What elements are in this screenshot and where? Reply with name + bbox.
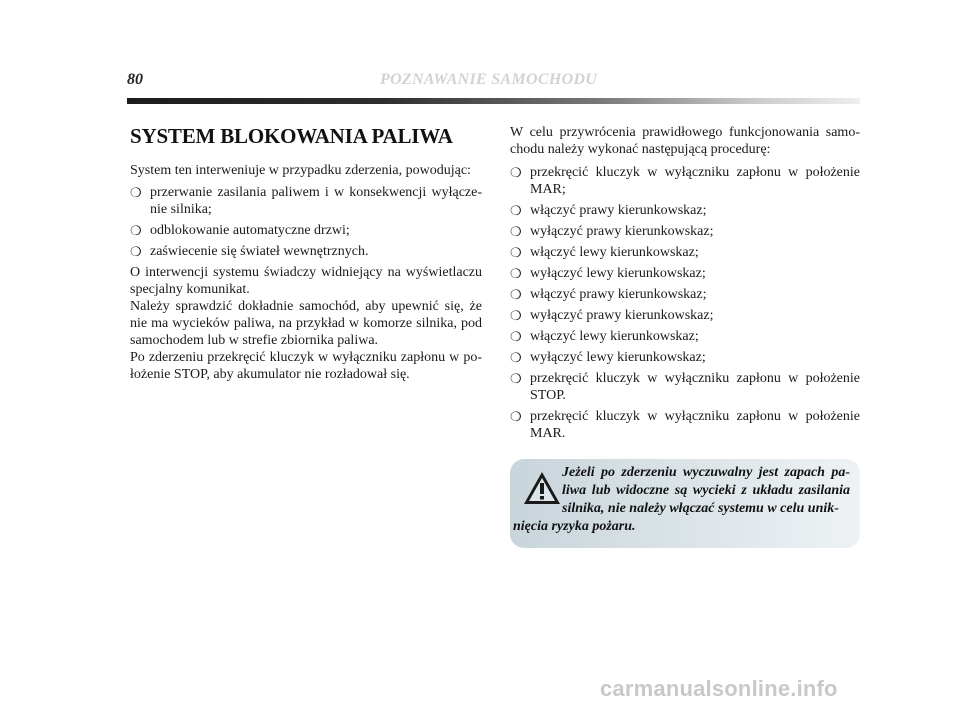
left-intro: System ten interweniuje w przypadku zderzenia, powodując: xyxy=(130,163,471,178)
list-item: ❍ odblokowanie automatyczne drzwi; xyxy=(130,223,350,238)
list-item: ❍ wyłączyć prawy kierunkowskaz; xyxy=(510,308,714,323)
right-column xyxy=(510,124,860,446)
warning-text-tail: nięcia ryzyka pożaru. xyxy=(513,519,636,534)
list-item: ❍ zaświecenie się świateł wewnętrznych. xyxy=(130,244,369,259)
list-item: ❍ przekręcić kluczyk w wyłączniku zapłonu w położenie MAR. xyxy=(510,409,860,441)
bullet-icon: ❍ xyxy=(510,409,522,424)
list-item: ❍ włączyć lewy kierunkowskaz; xyxy=(510,245,699,260)
section-title: SYSTEM BLOKOWANIA PALIWA xyxy=(130,124,453,148)
list-item: ❍ włączyć prawy kierunkowskaz; xyxy=(510,287,707,302)
bullet-icon: ❍ xyxy=(510,224,522,239)
warning-text xyxy=(510,464,850,536)
bullet-icon: ❍ xyxy=(510,329,522,344)
procedure-list xyxy=(510,164,860,442)
list-item: ❍ wyłączyć prawy kierunkowskaz; xyxy=(510,224,714,239)
list-item: ❍ przerwanie zasilania paliwem i w konsekwencji wyłącze- nie silnika; xyxy=(130,185,482,217)
right-intro: W celu przywrócenia prawidłowego funkcjonowania samo- chodu należy wykonać następującą procedurę: xyxy=(510,125,860,157)
bullet-icon: ❍ xyxy=(130,244,142,259)
bullet-icon: ❍ xyxy=(510,287,522,302)
bullet-icon: ❍ xyxy=(510,266,522,281)
bullet-icon: ❍ xyxy=(510,371,522,386)
bullet-icon: ❍ xyxy=(130,185,142,200)
warning-box xyxy=(510,459,860,548)
left-bullet-list xyxy=(130,184,482,260)
list-item: ❍ przekręcić kluczyk w wyłączniku zapłonu w położenie STOP. xyxy=(510,371,860,403)
paragraph: Po zderzeniu przekręcić kluczyk w wyłączniku zapłonu w po- łożenie STOP, aby akumulator nie rozładował się. xyxy=(130,350,482,382)
header-rule xyxy=(127,98,860,104)
list-item: ❍ wyłączyć lewy kierunkowskaz; xyxy=(510,350,706,365)
list-item: ❍ przekręcić kluczyk w wyłączniku zapłonu w położenie MAR; xyxy=(510,165,860,197)
bullet-icon: ❍ xyxy=(510,245,522,260)
list-item: ❍ wyłączyć lewy kierunkowskaz; xyxy=(510,266,706,281)
warning-text-main: Jeżeli po zderzeniu wyczuwalny jest zapach pa- liwa lub widoczne są wycieki z układu zasilania silnika, nie należy włączać systemu w celu unik- xyxy=(562,465,850,516)
bullet-icon: ❍ xyxy=(130,223,142,238)
left-column xyxy=(130,124,482,383)
paragraph: Należy sprawdzić dokładnie samochód, aby upewnić się, że nie ma wycieków paliwa, na przykład w komorze silnika, pod samochodem lub w strefie zbiornika paliwa. xyxy=(130,299,482,348)
bullet-icon: ❍ xyxy=(510,203,522,218)
bullet-icon: ❍ xyxy=(510,308,522,323)
list-item: ❍ włączyć lewy kierunkowskaz; xyxy=(510,329,699,344)
watermark: carmanualsonline.info xyxy=(600,676,838,701)
bullet-icon: ❍ xyxy=(510,350,522,365)
bullet-icon: ❍ xyxy=(510,165,522,180)
page-number: 80 xyxy=(127,71,143,88)
paragraph: O interwencji systemu świadczy widniejący na wyświetlaczu specjalny komunikat. xyxy=(130,265,482,297)
running-header: POZNAWANIE SAMOCHODU xyxy=(380,71,598,88)
list-item: ❍ włączyć prawy kierunkowskaz; xyxy=(510,203,707,218)
